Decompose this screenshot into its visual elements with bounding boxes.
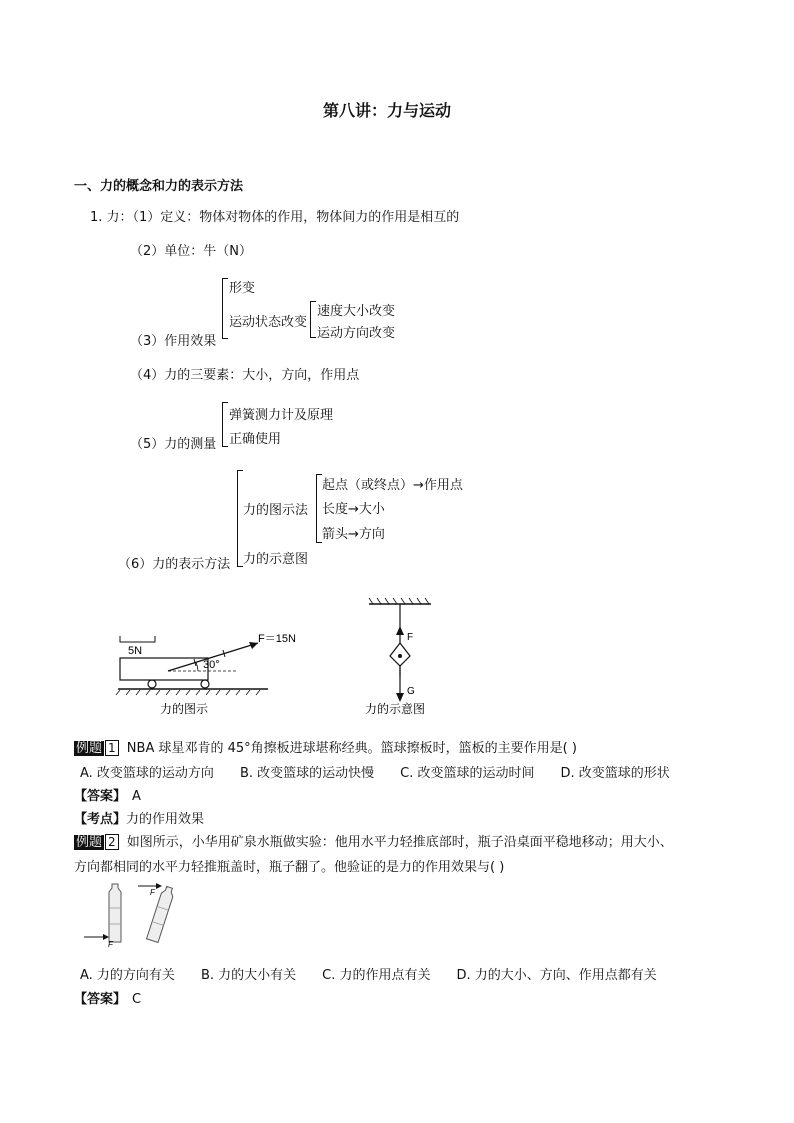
- bottle-figure: [80, 880, 190, 950]
- example1-options: [80, 762, 696, 781]
- up-arrow: [396, 626, 404, 635]
- effect-item-deformation: 形变: [229, 281, 256, 296]
- option-a: A. 改变篮球的运动方向: [80, 766, 214, 781]
- effect-label: （3）作用效果: [130, 334, 217, 349]
- force-schematic-figure: [355, 596, 455, 718]
- example1-point: 【考点】力的作用效果: [74, 812, 205, 827]
- representation-item-graphic: 力的图示法: [243, 503, 309, 518]
- measure-brace: [222, 402, 223, 446]
- angle-label: 30°: [203, 659, 220, 671]
- example1-question: [74, 737, 577, 756]
- force-label: F＝15N: [258, 633, 296, 645]
- three-elements: （4）力的三要素：大小，方向，作用点: [130, 368, 360, 383]
- representation-item-schematic: 力的示意图: [243, 552, 309, 567]
- example2-question: [74, 831, 673, 850]
- motion-brace: [310, 301, 311, 337]
- option-a: A. 力的方向有关: [80, 968, 175, 983]
- down-arrow: [396, 693, 404, 702]
- measure-item-spring: 弹簧测力计及原理: [229, 408, 334, 423]
- example-tag: 例题: [76, 835, 103, 850]
- bottom-force-label: F: [108, 940, 113, 949]
- force-graphic-figure: [108, 618, 308, 718]
- graphic-caption: 力的图示: [160, 702, 209, 716]
- effect-item-motion-change: 运动状态改变: [229, 315, 308, 330]
- bottle-upright: [109, 884, 121, 942]
- page-title: 第八讲：力与运动: [323, 101, 452, 120]
- representation-label: （6）力的表示方法: [118, 557, 231, 572]
- measure-item-usage: 正确使用: [229, 432, 282, 447]
- cart-wheel: [201, 680, 209, 688]
- down-label: G: [407, 686, 415, 697]
- example-tag: 例题: [76, 741, 103, 756]
- example2-answer: 【答案】 C: [74, 992, 142, 1007]
- example2-text-line1: 如图所示，小华用矿泉水瓶做实验：他用水平力轻推底部时，瓶子沿桌面平稳地移动；用大小、: [126, 835, 673, 850]
- graphic-brace: [316, 474, 317, 542]
- measure-label: （5）力的测量: [130, 437, 217, 452]
- force-unit: （2）单位：牛（N）: [130, 244, 252, 259]
- graphic-sub-start: 起点（或终点）→作用点: [322, 478, 463, 493]
- example2-text-line2: 方向都相同的水平力轻推瓶盖时，瓶子翻了。他验证的是力的作用效果与( ): [74, 860, 505, 875]
- up-label: F: [407, 632, 414, 643]
- option-d: D. 改变篮球的形状: [560, 766, 670, 781]
- option-b: B. 改变篮球的运动快慢: [239, 766, 375, 781]
- option-d: D. 力的大小、方向、作用点都有关: [456, 968, 657, 983]
- graphic-sub-length: 长度→大小: [322, 502, 385, 517]
- scale-label: 5N: [128, 645, 143, 657]
- option-c: C. 改变篮球的运动时间: [400, 766, 535, 781]
- cart-wheel: [148, 680, 156, 688]
- effect-sub-direction: 运动方向改变: [317, 326, 396, 341]
- example-num: 1: [105, 740, 119, 756]
- effect-brace: [222, 278, 223, 338]
- schematic-caption: 力的示意图: [365, 702, 426, 716]
- example2-options: [80, 964, 683, 983]
- example-num: 2: [105, 834, 119, 850]
- graphic-sub-arrow: 箭头→方向: [322, 527, 385, 542]
- effect-sub-speed: 速度大小改变: [317, 304, 396, 319]
- force-definition: 1. 力：（1）定义：物体对物体的作用，物体间力的作用是相互的: [90, 210, 460, 225]
- representation-brace: [237, 470, 238, 566]
- section-heading: 一、力的概念和力的表示方法: [74, 179, 244, 194]
- option-b: B. 力的大小有关: [200, 968, 297, 983]
- top-force-label: F: [150, 888, 155, 897]
- example1-text: NBA 球星邓肯的 45°角擦板进球堪称经典。篮球擦板时，篮板的主要作用是( ): [126, 741, 577, 756]
- example1-answer: 【答案】 A: [74, 789, 141, 804]
- option-c: C. 力的作用点有关: [322, 968, 431, 983]
